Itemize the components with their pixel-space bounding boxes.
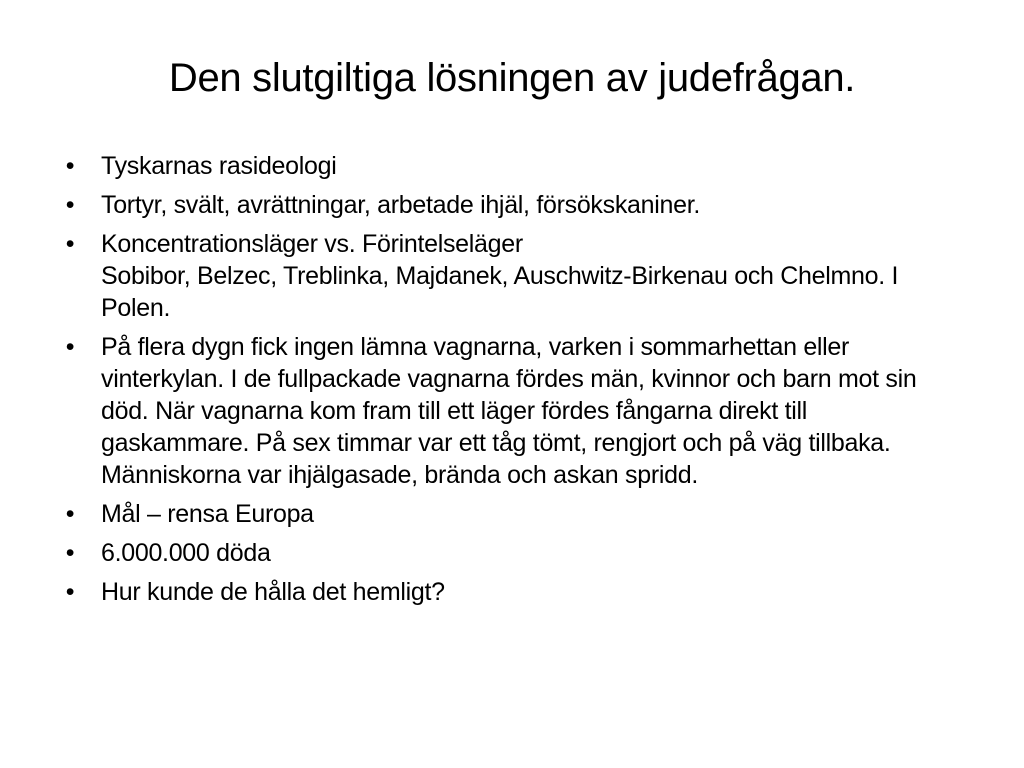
- bullet-icon: •: [65, 191, 75, 219]
- slide-title: Den slutgiltiga lösningen av judefrågan.: [168, 56, 856, 100]
- bullet-list: [60, 150, 960, 615]
- bullet-continuation-text: Sobibor, Belzec, Treblinka, Majdanek, Auschwitz-Birkenau och Chelmno. I Polen.: [101, 262, 899, 322]
- bullet-icon: •: [65, 230, 75, 258]
- bullet-item: [60, 498, 960, 530]
- bullet-text: Hur kunde de hålla det hemligt?: [101, 578, 445, 606]
- bullet-text: 6.000.000 döda: [101, 539, 271, 567]
- bullet-text: På flera dygn fick ingen lämna vagnarna, varken i sommarhettan eller vinterkylan. I de fullpackade vagnarna fördes män, kvinnor och barn mot sin död. När vagnarna kom fram till ett läger fördes fångarna direkt till gaskammare. På sex timmar var ett tåg tömt, rengjort och på väg tillbaka. Människorna var ihjälgasade, brända och askan spridd.: [101, 333, 917, 489]
- bullet-icon: •: [65, 152, 75, 180]
- bullet-icon: •: [65, 578, 75, 606]
- bullet-item: [60, 228, 960, 324]
- bullet-item: [60, 537, 960, 569]
- bullet-icon: •: [65, 500, 75, 528]
- bullet-text: Tyskarnas rasideologi: [101, 152, 337, 180]
- bullet-item: [60, 150, 960, 182]
- bullet-text: Mål – rensa Europa: [101, 500, 314, 528]
- bullet-icon: •: [65, 333, 75, 361]
- bullet-item: [60, 331, 960, 491]
- bullet-text: Koncentrationsläger vs. Förintelseläger: [101, 230, 523, 258]
- bullet-icon: •: [65, 539, 75, 567]
- bullet-item: [60, 576, 960, 608]
- bullet-item: [60, 189, 960, 221]
- bullet-text: Tortyr, svält, avrättningar, arbetade ihjäl, försökskaniner.: [101, 191, 700, 219]
